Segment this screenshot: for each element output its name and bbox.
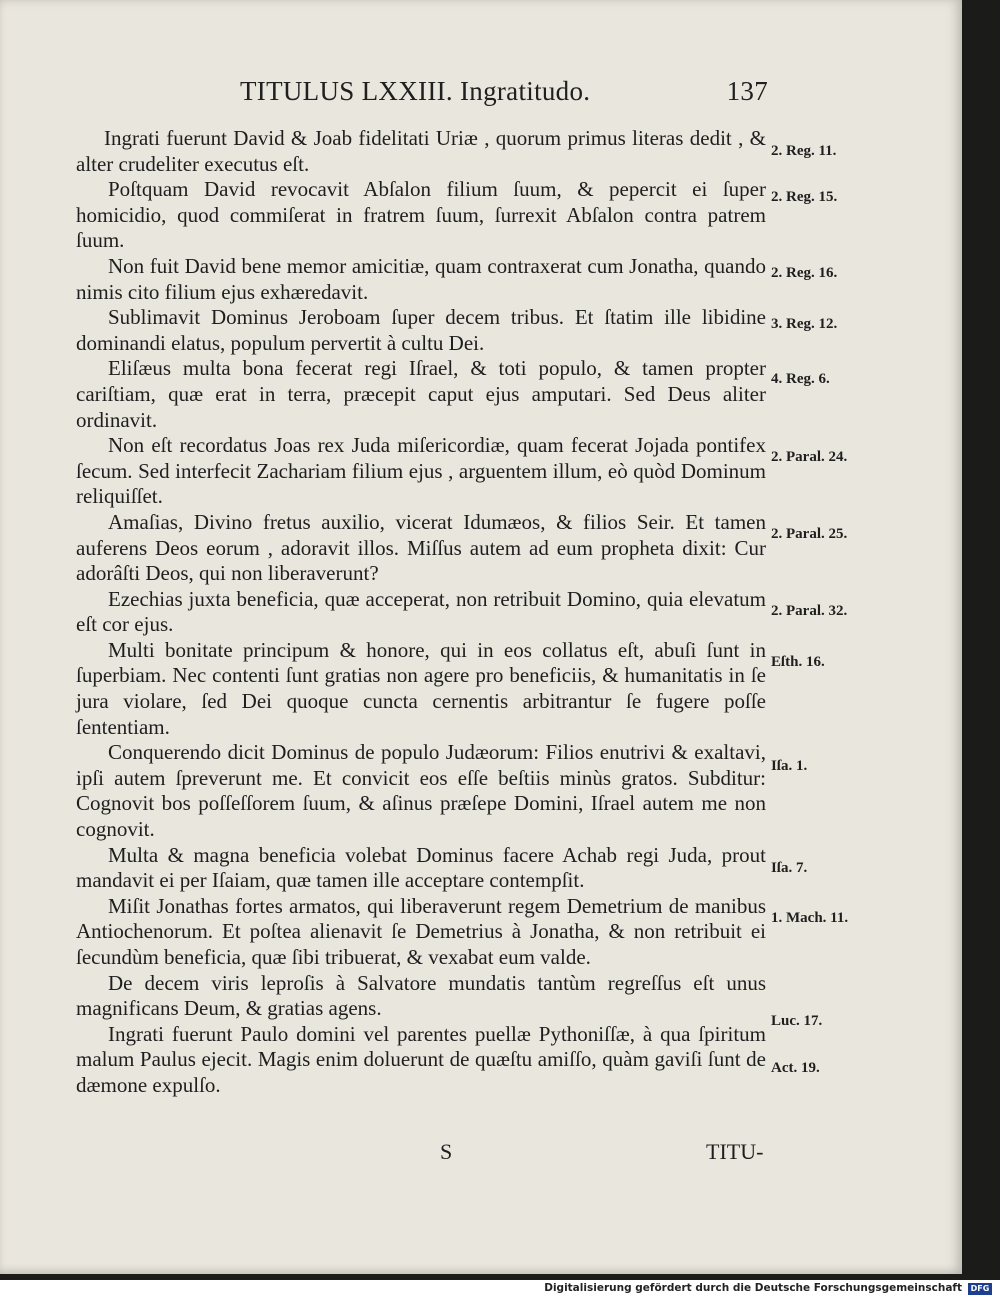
margin-reference: Eſth. 16.	[771, 654, 825, 670]
margin-reference: Iſa. 1.	[771, 758, 808, 774]
dfg-logo: DFG	[968, 1283, 992, 1295]
paragraph: Ingrati fuerunt David & Joab fidelitati Uriæ , quorum primus literas dedit , & alter crudeliter executus eſt.	[76, 126, 766, 176]
margin-reference: Act. 19.	[771, 1060, 820, 1076]
paragraph: Ingrati fuerunt Paulo domini vel parentes puellæ Pythoniſſæ, à qua ſpiritum malum Paulus ejecit. Magis enim doluerunt de quæſtu amiſſo, quàm gaviſi ſunt de dæmone expulſo.	[76, 1021, 766, 1097]
margin-reference: 1. Mach. 11.	[771, 910, 849, 926]
margin-reference: 2. Paral. 25.	[771, 526, 848, 542]
paragraph: Non eſt recordatus Joas rex Juda miſericordiæ, quam fecerat Jojada pontifex ſecum. Sed interfecit Zachariam filium ejus , arguentem illum, eò quòd Dominum reliquiſſet.	[76, 433, 766, 509]
paragraph: Non fuit David bene memor amicitiæ, quam contraxerat cum Jonatha, quando nimis cito filium ejus exhæredavit.	[76, 253, 766, 304]
margin-reference: 4. Reg. 6.	[771, 371, 830, 387]
paragraph: Eliſæus multa bona fecerat regi Iſrael, & toti populo, & tamen propter cariſtiam, quæ erat in terra, præcepit caput ejus amputari. Sed Deus aliter ordinavit.	[76, 356, 766, 432]
margin-reference: 2. Reg. 16.	[771, 265, 838, 281]
page-title: TITULUS LXXIII. Ingratitudo.	[240, 76, 591, 106]
margin-reference: 2. Paral. 24.	[771, 449, 848, 465]
paragraph: Ezechias juxta beneficia, quæ acceperat, non retribuit Domino, quia elevatum eſt cor ejus.	[76, 586, 766, 637]
signature-mark: S	[440, 1139, 453, 1164]
paragraph: Sublimavit Dominus Jeroboam ſuper decem tribus. Et ſtatim ille libidine dominandi elatus, populum pervertit à cultu Dei.	[76, 305, 766, 355]
paragraph: Multa & magna beneficia volebat Dominus facere Achab regi Juda, prout mandavit ei per Iſaiam, quæ tamen ille acceptare contempſit.	[76, 842, 766, 893]
margin-reference: Luc. 17.	[771, 1013, 823, 1029]
paragraph: Miſit Jonathas fortes armatos, qui liberaverunt regem Demetrium de manibus Antiochenorum. Et poſtea alienavit ſe Demetrius à Jonatha, & non retribuit ei ſecundùm beneficia, quæ ſibi tribuerat, & vexabat eum valde.	[76, 893, 766, 969]
page-number: 137	[726, 76, 768, 106]
paragraph: De decem viris leproſis à Salvatore mundatis tantùm regreſſus eſt unus magnificans Deum, & gratias agens.	[76, 970, 766, 1021]
paragraph: Multi bonitate principum & honore, qui in eos collatus eſt, abuſi ſunt in ſuperbiam. Nec contenti ſunt gratias non agere pro beneficiis, & humanitatis in ſe jura violare, ſed Dei quoque cuncta cernentis arbitrantur ſe fugere poſſe ſententiam.	[76, 637, 766, 739]
paragraph: Poſtquam David revocavit Abſalon filium ſuum, & pepercit ei ſuper homicidio, quod commiſerat in fratrem ſuum, ſurrexit Abſalon contra patrem ſuum.	[76, 177, 766, 253]
main-text	[76, 126, 766, 1099]
margin-reference: 2. Reg. 11.	[771, 143, 837, 159]
margin-reference: 2. Reg. 15.	[771, 189, 838, 205]
paragraph: Conquerendo dicit Dominus de populo Judæorum: Filios enutrivi & exaltavi, ipſi autem ſpreverunt me. Et convicit eos eſſe beſtiis minùs gratos. Subditur: Cognovit bos poſſeſſorem ſuum, & aſinus præſepe Domini, Iſrael autem me non cognovit.	[76, 740, 766, 842]
margin-reference: 3. Reg. 12.	[771, 316, 838, 332]
catchword: TITU-	[706, 1139, 764, 1164]
margin-reference: Iſa. 7.	[771, 860, 808, 876]
running-header	[240, 76, 768, 107]
paragraph: Amaſias, Divino fretus auxilio, vicerat Idumæos, & filios Seir. Et tamen auferens Deos eorum , adoravit illos. Miſſus autem ad eum propheta dixit: Cur adorâſti Deos, qui non liberaverunt?	[76, 509, 766, 586]
margin-reference: 2. Paral. 32.	[771, 603, 848, 619]
digitization-credit: Digitalisierung gefördert durch die Deutsche Forschungsgemeinschaft	[544, 1282, 962, 1294]
